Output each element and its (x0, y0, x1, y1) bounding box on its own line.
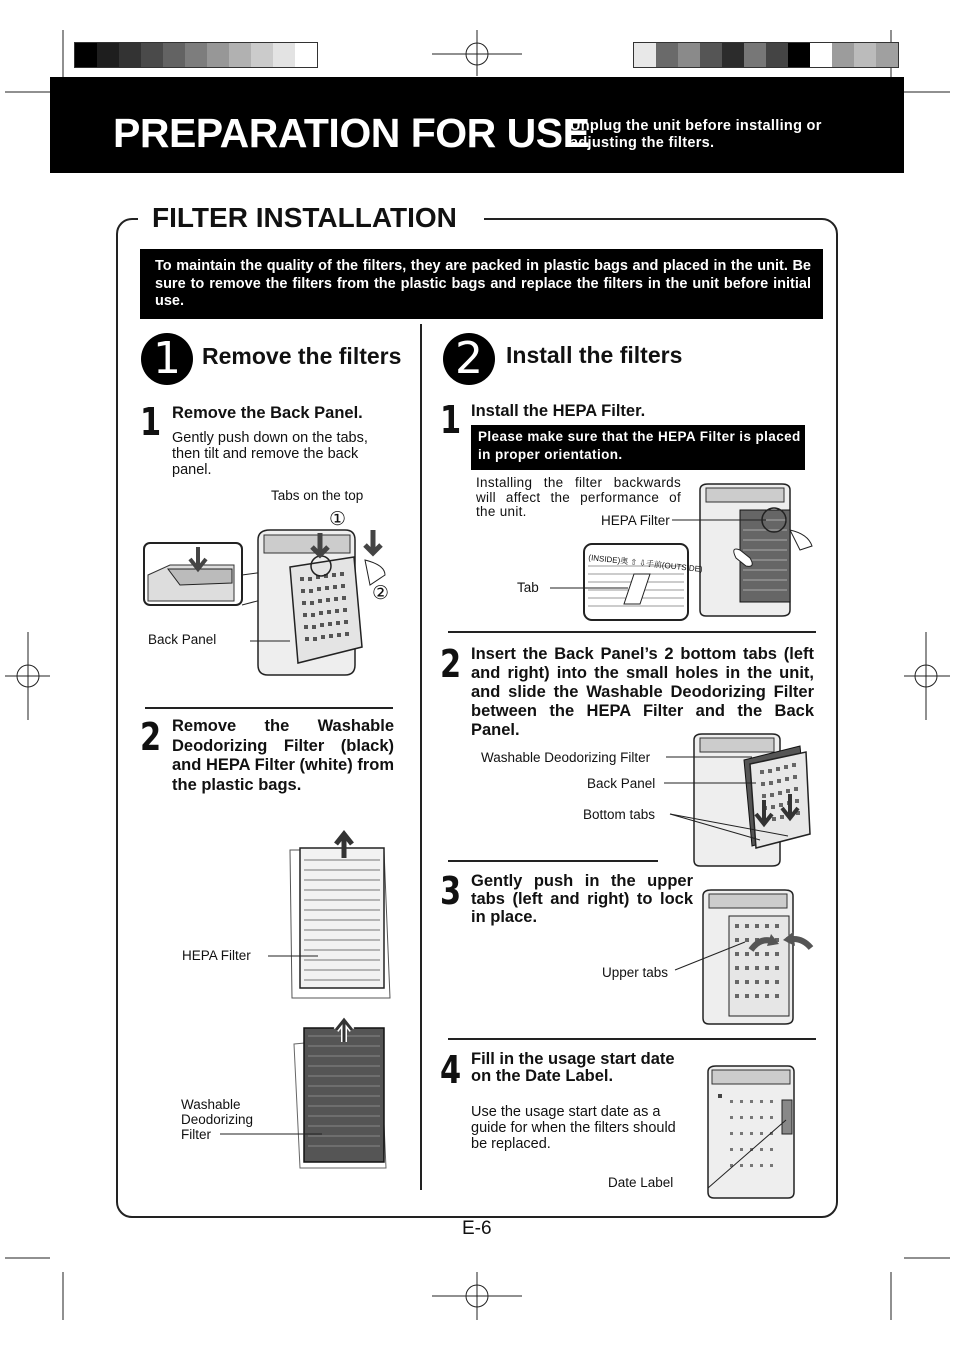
calibration-swatch (273, 43, 295, 67)
calibration-swatch (634, 43, 656, 67)
remove-step1-number: 1 (140, 400, 162, 444)
intro-text: To maintain the quality of the filters, they are packed in plastic bags and placed in the unit. Be sure to remove the filters from the plastic bags and replace the filters in the unit before initial use. (155, 258, 811, 309)
calibration-swatch (229, 43, 251, 67)
calibration-swatch (75, 43, 97, 67)
tab-label: Tab (517, 580, 539, 595)
calibration-swatch (744, 43, 766, 67)
washable-filter-label-left: Washable Deodorizing Filter (181, 1097, 254, 1142)
install-step1-number: 1 (440, 398, 462, 442)
remove-number-circle: 1 (141, 333, 193, 385)
install-step4-number: 4 (440, 1048, 462, 1092)
bottom-tabs-label: Bottom tabs (583, 807, 656, 822)
calibration-swatch (119, 43, 141, 67)
title-rule (486, 218, 816, 220)
calibration-swatch (766, 43, 788, 67)
filters-illustration (268, 830, 408, 1170)
section-title: FILTER INSTALLATION (152, 202, 457, 233)
marker-two: ② (372, 583, 390, 604)
filter-orientation-print: (INSIDE)奥 ⇧ ⇩手前(OUTSIDE) (587, 552, 704, 574)
backwards-note: Installing the filter backwards will affect the performance of the unit. (476, 475, 681, 519)
calibration-swatch (97, 43, 119, 67)
date-label-label: Date Label (608, 1175, 674, 1190)
upper-tabs-illustration (675, 880, 815, 1030)
remove-step1-title: Remove the Back Panel. (172, 404, 363, 422)
calibration-swatch (722, 43, 744, 67)
calibration-swatch (141, 43, 163, 67)
color-calibration-bar-left (74, 42, 318, 68)
install-step4-text: Use the usage start date as a guide for when the filters should be replaced. (471, 1104, 676, 1152)
right-step4-divider (448, 1038, 816, 1040)
calibration-swatch (854, 43, 876, 67)
orientation-warning-text: Please make sure that the HEPA Filter is placed in proper orientation. (478, 429, 801, 462)
calibration-swatch (810, 43, 832, 67)
calibration-swatch (185, 43, 207, 67)
washable-filter-label-right: Washable Deodorizing Filter (481, 750, 651, 765)
hepa-install-illustration (550, 480, 800, 620)
install-step2-title: Insert the Back Panel’s 2 bottom tabs (left and right) into the small holes in the unit, and slide the Washable Deodorizing Filter between the HEPA Filter and the Back Panel. (471, 645, 814, 739)
upper-tabs-label: Upper tabs (602, 965, 669, 980)
install-step1-title: Install the HEPA Filter. (471, 402, 646, 420)
calibration-swatch (678, 43, 700, 67)
right-step3-divider (448, 860, 658, 862)
calibration-swatch (656, 43, 678, 67)
calibration-swatch (251, 43, 273, 67)
back-panel-label: Back Panel (148, 632, 217, 647)
tabs-on-top-label: Tabs on the top (271, 488, 364, 503)
unplug-note: Unplug the unit before installing or adjusting the filters. (570, 118, 822, 151)
calibration-swatch (788, 43, 810, 67)
install-step3-title: Gently push in the upper tabs (left and right) to lock in place. (471, 872, 693, 926)
install-step2-number: 2 (440, 642, 462, 686)
calibration-swatch (163, 43, 185, 67)
date-label-illustration (680, 1060, 800, 1200)
left-step-divider (145, 707, 393, 709)
calibration-swatch (876, 43, 898, 67)
calibration-swatch (295, 43, 317, 67)
page-number: E-6 (462, 1218, 492, 1239)
calibration-swatch (832, 43, 854, 67)
column-divider (420, 324, 422, 1190)
install-step4-title: Fill in the usage start date on the Date Label. (471, 1050, 675, 1085)
hepa-filter-label-right: HEPA Filter (601, 513, 670, 528)
page-title: PREPARATION FOR USE (113, 110, 590, 156)
remove-step1-text: Gently push down on the tabs, then tilt and remove the back panel. (172, 430, 368, 478)
remove-step2-title: Remove the Washable Deodorizing Filter (black) and HEPA Filter (white) from the plastic bags. (172, 717, 394, 794)
hepa-filter-label-left: HEPA Filter (182, 948, 251, 963)
install-number-circle: 2 (443, 333, 495, 385)
install-heading: Install the filters (506, 342, 683, 368)
install-step3-number: 3 (440, 869, 462, 913)
remove-heading: Remove the filters (202, 343, 402, 369)
remove-step2-number: 2 (140, 715, 162, 759)
back-panel-illustration (140, 505, 410, 685)
color-calibration-bar-right (633, 42, 899, 68)
back-panel-label-right: Back Panel (587, 776, 656, 791)
marker-one: ① (329, 509, 347, 530)
back-panel-insert-illustration (660, 730, 830, 870)
calibration-swatch (700, 43, 722, 67)
right-step2-divider (448, 631, 816, 633)
calibration-swatch (207, 43, 229, 67)
